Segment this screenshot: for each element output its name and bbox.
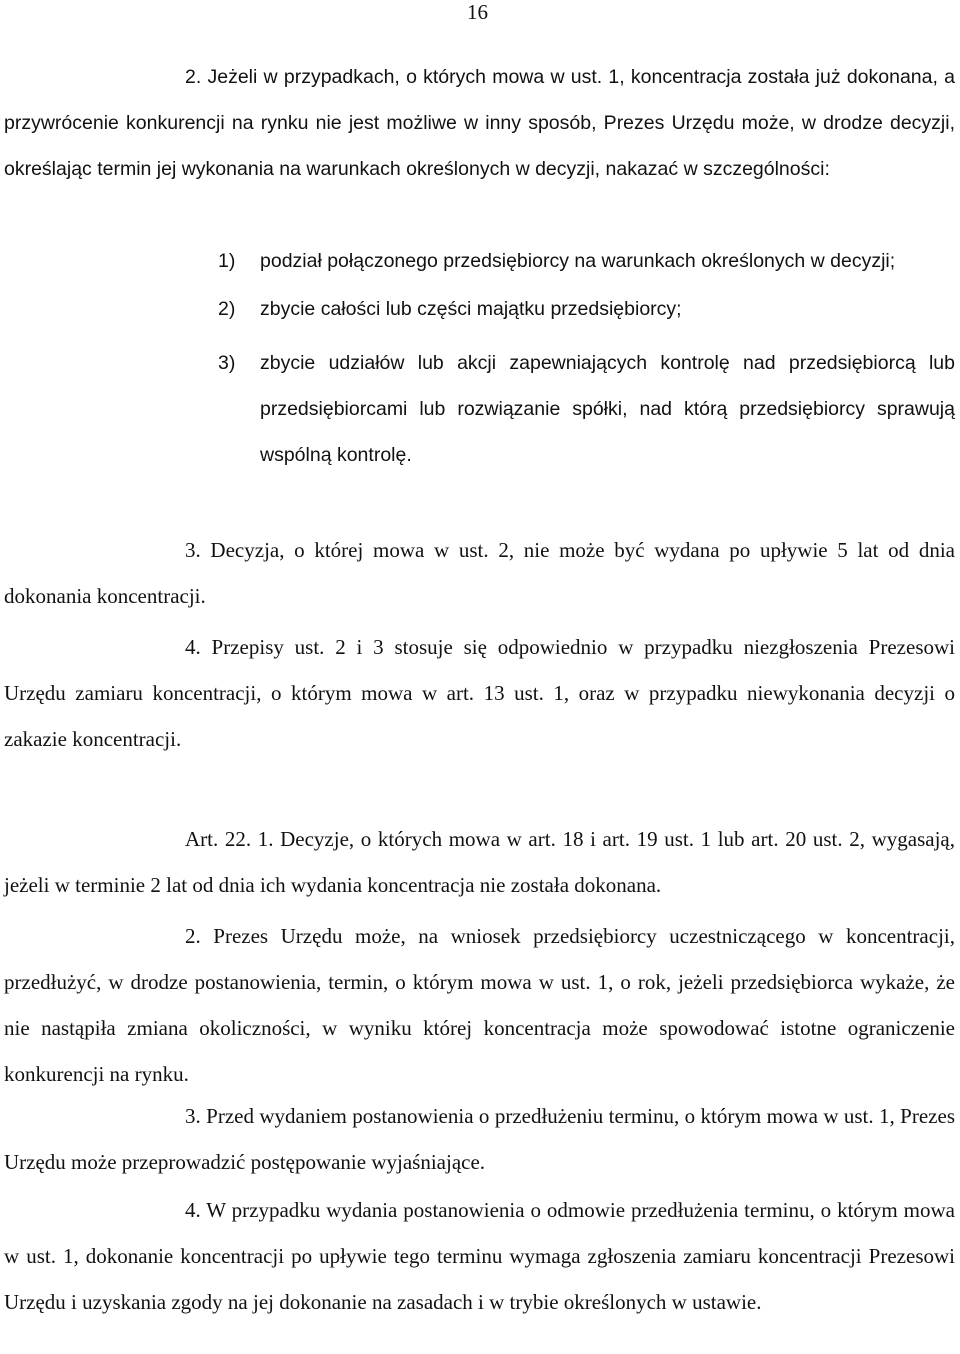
list-item	[218, 340, 955, 478]
paragraph-2: 2. Jeżeli w przypadkach, o których mowa w ust. 1, koncentracja została już dokonana, a przywrócenie konkurencji na rynku nie jest możliwe w inny sposób, Prezes Urzędu może, w drodze decyzji, określając termin jej wykonania na warunkach określonych w decyzji, nakazać w szczególności:	[4, 66, 955, 180]
page-number: 16	[467, 0, 488, 24]
paragraph-3: 3. Decyzja, o której mowa w ust. 2, nie może być wydana po upływie 5 lat od dnia dokonania koncentracji.	[4, 538, 955, 608]
paragraph-2-list	[218, 238, 955, 478]
article-22-paragraph-4: 4. W przypadku wydania postanowienia o odmowie przedłużenia terminu, o którym mowa w ust. 1, dokonanie koncentracji po upływie tego terminu wymaga zgłoszenia zamiaru koncentracji Prezesowi Urzędu i uzyskania zgody na jej dokonanie na zasadach i w trybie określonych w ustawie.	[4, 1198, 955, 1314]
article-22-paragraph-1: Art. 22. 1. Decyzje, o których mowa w art. 18 i art. 19 ust. 1 lub art. 20 ust. 2, wygasają, jeżeli w terminie 2 lat od dnia ich wydania koncentracja nie została dokonana.	[4, 827, 955, 897]
article-22-paragraph-2: 2. Prezes Urzędu może, na wniosek przedsiębiorcy uczestniczącego w koncentracji, przedłużyć, w drodze postanowienia, termin, o którym mowa w ust. 1, o rok, jeżeli przedsiębiorca wykaże, że nie nastąpiła zmiana okoliczności, w wyniku której koncentracja może spowodować istotne ograniczenie konkurencji na rynku.	[4, 924, 955, 1086]
list-item-text: podział połączonego przedsiębiorcy na warunkach określonych w decyzji;	[260, 250, 896, 272]
paragraph-4: 4. Przepisy ust. 2 i 3 stosuje się odpowiednio w przypadku niezgłoszenia Prezesowi Urzędu zamiaru koncentracji, o którym mowa w art. 13 ust. 1, oraz w przypadku niewykonania decyzji o zakazie koncentracji.	[4, 635, 955, 751]
list-item-number: 2)	[218, 298, 236, 320]
list-item-text: zbycie udziałów lub akcji zapewniających kontrolę nad przedsiębiorcą lub przedsiębiorcami lub rozwiązanie spółki, nad którą przedsiębiorcy sprawują wspólną kontrolę.	[260, 352, 955, 466]
list-item-number: 1)	[218, 250, 236, 272]
list-item	[218, 286, 955, 332]
list-item-text: zbycie całości lub części majątku przedsiębiorcy;	[260, 298, 682, 320]
list-item-number: 3)	[218, 352, 236, 374]
article-22-paragraph-3: 3. Przed wydaniem postanowienia o przedłużeniu terminu, o którym mowa w ust. 1, Prezes Urzędu może przeprowadzić postępowanie wyjaśniające.	[4, 1104, 955, 1174]
list-item	[218, 238, 955, 284]
